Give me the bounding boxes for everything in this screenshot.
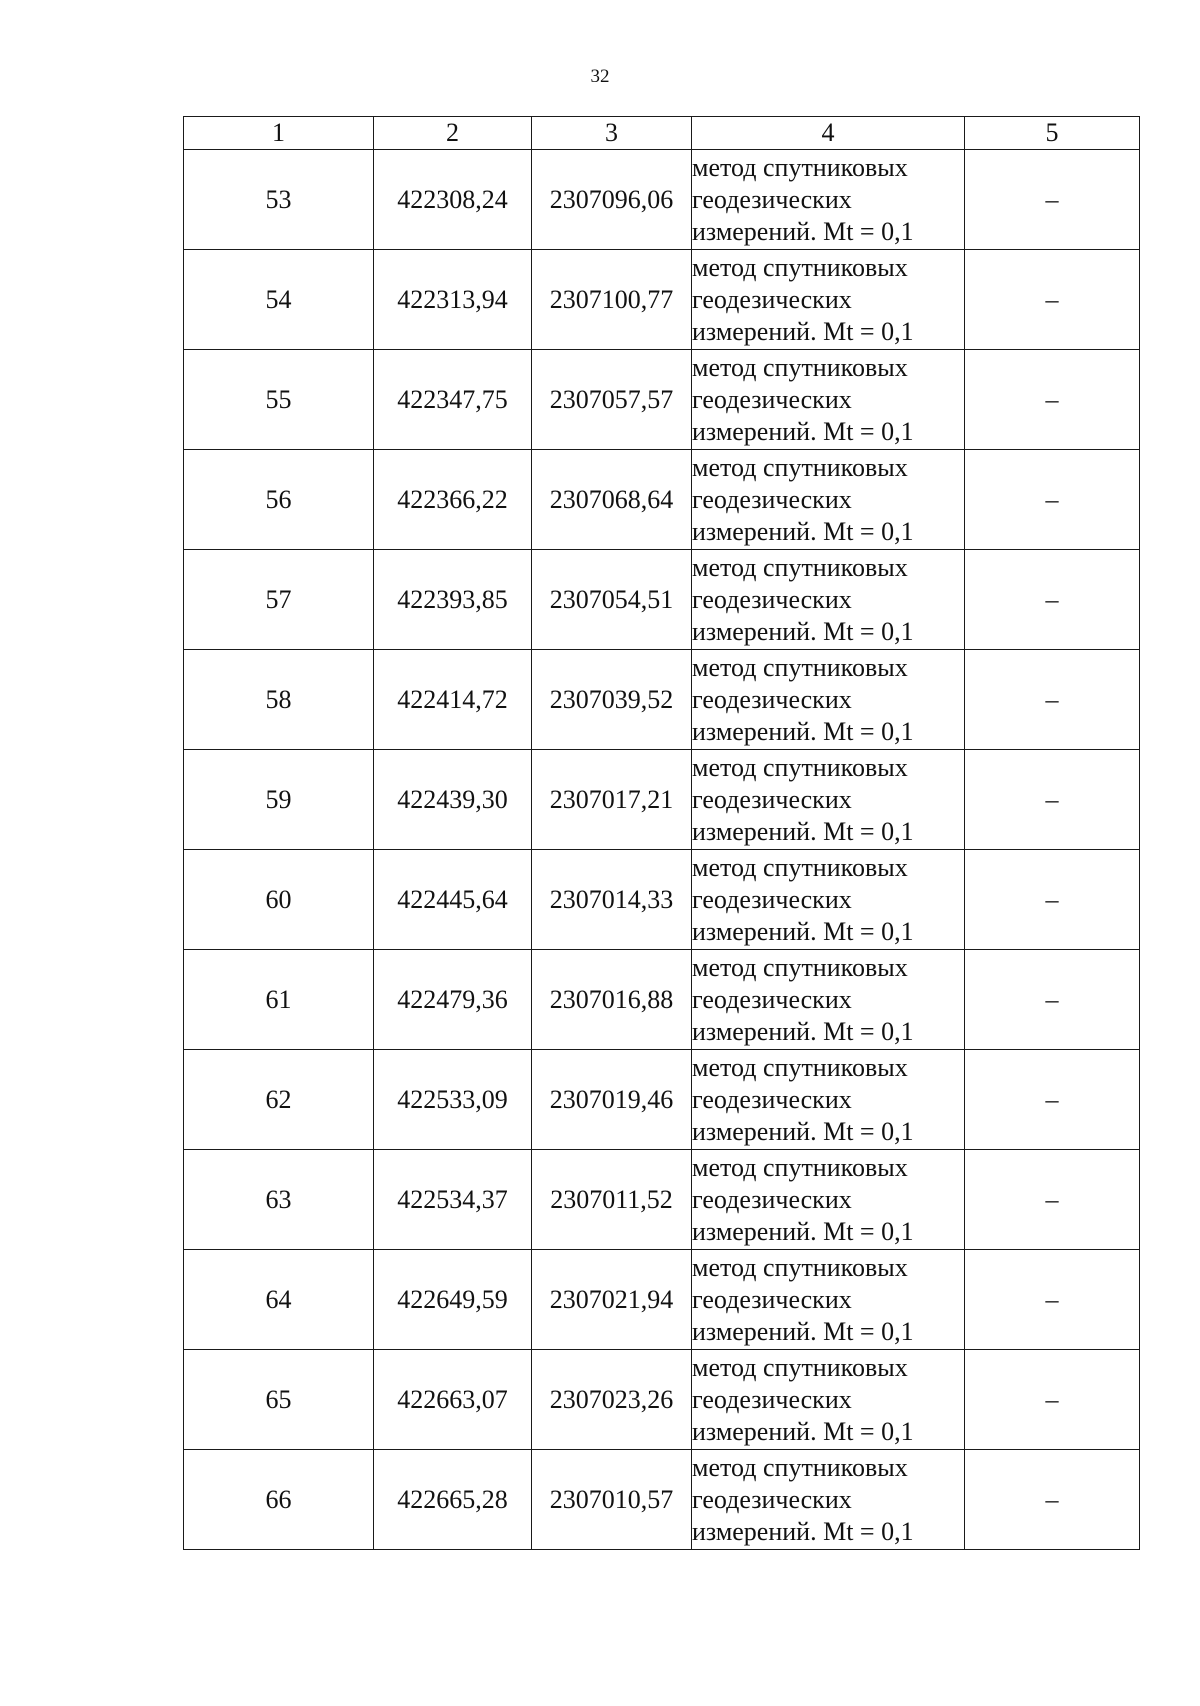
method-line: измерений. Mt = 0,1 xyxy=(692,216,914,246)
column-5-value: – xyxy=(965,650,1140,750)
table-row xyxy=(184,1450,1140,1550)
method-line: метод спутниковых xyxy=(692,1352,908,1382)
table-row xyxy=(184,1350,1140,1450)
method-description xyxy=(692,1450,965,1550)
table-row xyxy=(184,350,1140,450)
method-line: геодезических xyxy=(692,784,852,814)
coordinate-y: 2307054,51 xyxy=(532,550,692,650)
table-row xyxy=(184,450,1140,550)
method-description xyxy=(692,350,965,450)
coordinate-x: 422414,72 xyxy=(374,650,532,750)
column-5-value: – xyxy=(965,1450,1140,1550)
header-col-1: 1 xyxy=(184,117,374,150)
column-5-value: – xyxy=(965,1350,1140,1450)
coordinate-x: 422313,94 xyxy=(374,250,532,350)
method-description xyxy=(692,250,965,350)
table-row xyxy=(184,650,1140,750)
method-line: измерений. Mt = 0,1 xyxy=(692,1216,914,1246)
method-line: геодезических xyxy=(692,384,852,414)
table-row xyxy=(184,950,1140,1050)
coordinate-x: 422393,85 xyxy=(374,550,532,650)
coordinate-y: 2307096,06 xyxy=(532,150,692,250)
column-5-value: – xyxy=(965,750,1140,850)
method-line: геодезических xyxy=(692,884,852,914)
method-description xyxy=(692,950,965,1050)
coordinate-x: 422534,37 xyxy=(374,1150,532,1250)
column-5-value: – xyxy=(965,1250,1140,1350)
method-line: измерений. Mt = 0,1 xyxy=(692,716,914,746)
method-line: измерений. Mt = 0,1 xyxy=(692,516,914,546)
method-line: метод спутниковых xyxy=(692,452,908,482)
table-row xyxy=(184,1150,1140,1250)
point-number: 57 xyxy=(184,550,374,650)
header-col-3: 3 xyxy=(532,117,692,150)
method-line: геодезических xyxy=(692,1284,852,1314)
method-line: метод спутниковых xyxy=(692,152,908,182)
coordinate-y: 2307023,26 xyxy=(532,1350,692,1450)
point-number: 59 xyxy=(184,750,374,850)
coordinate-x: 422665,28 xyxy=(374,1450,532,1550)
column-5-value: – xyxy=(965,950,1140,1050)
coordinate-x: 422663,07 xyxy=(374,1350,532,1450)
header-col-2: 2 xyxy=(374,117,532,150)
method-line: измерений. Mt = 0,1 xyxy=(692,1516,914,1546)
coordinate-y: 2307057,57 xyxy=(532,350,692,450)
point-number: 66 xyxy=(184,1450,374,1550)
coordinate-y: 2307016,88 xyxy=(532,950,692,1050)
method-line: геодезических xyxy=(692,1184,852,1214)
method-line: метод спутниковых xyxy=(692,352,908,382)
header-col-4: 4 xyxy=(692,117,965,150)
point-number: 56 xyxy=(184,450,374,550)
method-line: метод спутниковых xyxy=(692,1452,908,1482)
method-line: измерений. Mt = 0,1 xyxy=(692,1416,914,1446)
method-line: метод спутниковых xyxy=(692,1252,908,1282)
coordinate-x: 422366,22 xyxy=(374,450,532,550)
table-row xyxy=(184,750,1140,850)
method-line: метод спутниковых xyxy=(692,952,908,982)
method-line: измерений. Mt = 0,1 xyxy=(692,616,914,646)
method-line: метод спутниковых xyxy=(692,852,908,882)
coordinate-x: 422445,64 xyxy=(374,850,532,950)
method-line: геодезических xyxy=(692,684,852,714)
method-line: измерений. Mt = 0,1 xyxy=(692,816,914,846)
point-number: 53 xyxy=(184,150,374,250)
method-line: геодезических xyxy=(692,284,852,314)
method-line: измерений. Mt = 0,1 xyxy=(692,1116,914,1146)
method-line: метод спутниковых xyxy=(692,552,908,582)
method-line: геодезических xyxy=(692,584,852,614)
method-line: измерений. Mt = 0,1 xyxy=(692,1316,914,1346)
column-5-value: – xyxy=(965,1050,1140,1150)
column-5-value: – xyxy=(965,450,1140,550)
point-number: 61 xyxy=(184,950,374,1050)
header-col-5: 5 xyxy=(965,117,1140,150)
coordinate-x: 422347,75 xyxy=(374,350,532,450)
column-5-value: – xyxy=(965,150,1140,250)
method-line: метод спутниковых xyxy=(692,1052,908,1082)
point-number: 63 xyxy=(184,1150,374,1250)
column-5-value: – xyxy=(965,550,1140,650)
coordinate-y: 2307039,52 xyxy=(532,650,692,750)
coordinate-y: 2307100,77 xyxy=(532,250,692,350)
method-line: метод спутниковых xyxy=(692,652,908,682)
method-description xyxy=(692,750,965,850)
point-number: 54 xyxy=(184,250,374,350)
method-description xyxy=(692,650,965,750)
point-number: 62 xyxy=(184,1050,374,1150)
coordinate-y: 2307014,33 xyxy=(532,850,692,950)
table-row xyxy=(184,1250,1140,1350)
method-description xyxy=(692,150,965,250)
table-row xyxy=(184,1050,1140,1150)
coordinate-y: 2307017,21 xyxy=(532,750,692,850)
method-description xyxy=(692,1050,965,1150)
column-5-value: – xyxy=(965,350,1140,450)
page-number: 32 xyxy=(590,66,610,87)
point-number: 60 xyxy=(184,850,374,950)
method-line: метод спутниковых xyxy=(692,252,908,282)
coordinate-y: 2307019,46 xyxy=(532,1050,692,1150)
method-line: геодезических xyxy=(692,484,852,514)
coordinates-table xyxy=(183,116,1140,1550)
coordinate-y: 2307021,94 xyxy=(532,1250,692,1350)
method-description xyxy=(692,1150,965,1250)
table-row xyxy=(184,850,1140,950)
table-row xyxy=(184,550,1140,650)
table-row xyxy=(184,150,1140,250)
method-line: геодезических xyxy=(692,184,852,214)
coordinate-x: 422308,24 xyxy=(374,150,532,250)
method-line: геодезических xyxy=(692,1384,852,1414)
point-number: 64 xyxy=(184,1250,374,1350)
point-number: 65 xyxy=(184,1350,374,1450)
column-5-value: – xyxy=(965,1150,1140,1250)
coordinate-y: 2307011,52 xyxy=(532,1150,692,1250)
column-5-value: – xyxy=(965,850,1140,950)
coordinate-x: 422649,59 xyxy=(374,1250,532,1350)
coordinate-x: 422533,09 xyxy=(374,1050,532,1150)
point-number: 58 xyxy=(184,650,374,750)
method-line: геодезических xyxy=(692,984,852,1014)
table-row xyxy=(184,250,1140,350)
method-line: геодезических xyxy=(692,1084,852,1114)
method-line: измерений. Mt = 0,1 xyxy=(692,316,914,346)
method-line: метод спутниковых xyxy=(692,752,908,782)
coordinate-y: 2307068,64 xyxy=(532,450,692,550)
method-line: измерений. Mt = 0,1 xyxy=(692,916,914,946)
method-description xyxy=(692,450,965,550)
point-number: 55 xyxy=(184,350,374,450)
column-5-value: – xyxy=(965,250,1140,350)
coordinate-y: 2307010,57 xyxy=(532,1450,692,1550)
method-line: геодезических xyxy=(692,1484,852,1514)
table-header-row xyxy=(184,117,1140,150)
method-line: метод спутниковых xyxy=(692,1152,908,1182)
method-description xyxy=(692,1250,965,1350)
coordinate-x: 422439,30 xyxy=(374,750,532,850)
coordinate-x: 422479,36 xyxy=(374,950,532,1050)
method-line: измерений. Mt = 0,1 xyxy=(692,1016,914,1046)
method-description xyxy=(692,850,965,950)
table-body xyxy=(184,150,1140,1550)
method-line: измерений. Mt = 0,1 xyxy=(692,416,914,446)
method-description xyxy=(692,550,965,650)
method-description xyxy=(692,1350,965,1450)
